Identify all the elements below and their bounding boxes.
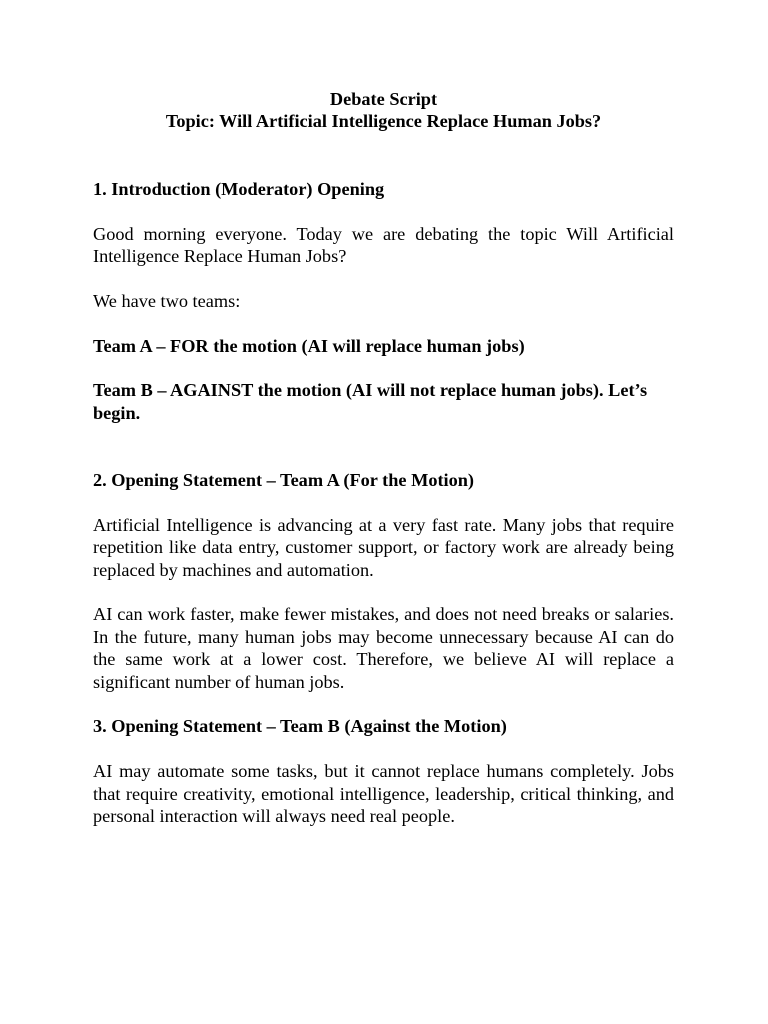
section-1-paragraph-1: Good morning everyone. Today we are debating the topic Will Artificial Intelligence Replace Human Jobs? [93, 223, 674, 267]
section-2-heading: 2. Opening Statement – Team A (For the Motion) [93, 470, 475, 491]
document-title: Debate Script [329, 89, 438, 109]
section-1-paragraph-2: We have two teams: [93, 290, 241, 311]
document-topic: Topic: Will Artificial Intelligence Replace Human Jobs? [165, 111, 602, 132]
section-1-heading: 1. Introduction (Moderator) Opening [93, 178, 385, 199]
team-a-line: Team A – FOR the motion (AI will replace human jobs) [93, 335, 525, 356]
section-3-paragraph-1: AI may automate some tasks, but it cannot replace humans completely. Jobs that require creativity, emotional intelligence, leadership, critical thinking, and personal interaction will always need real people. [93, 761, 674, 827]
section-2-paragraph-2: AI can work faster, make fewer mistakes, and does not need breaks or salaries. In the future, many human jobs may become unnecessary because AI can do the same work at a lower cost. Therefore, we believe AI will replace a significant number of human jobs. [93, 604, 674, 692]
team-b-line: Team B – AGAINST the motion (AI will not replace human jobs). Let’s begin. [93, 380, 648, 423]
document-body [93, 88, 674, 827]
title-block [93, 88, 674, 133]
section-2-paragraph-1: Artificial Intelligence is advancing at a very fast rate. Many jobs that require repetition like data entry, customer support, or factory work are already being replaced by machines and automation. [93, 514, 674, 580]
section-3-heading: 3. Opening Statement – Team B (Against the Motion) [93, 716, 507, 737]
